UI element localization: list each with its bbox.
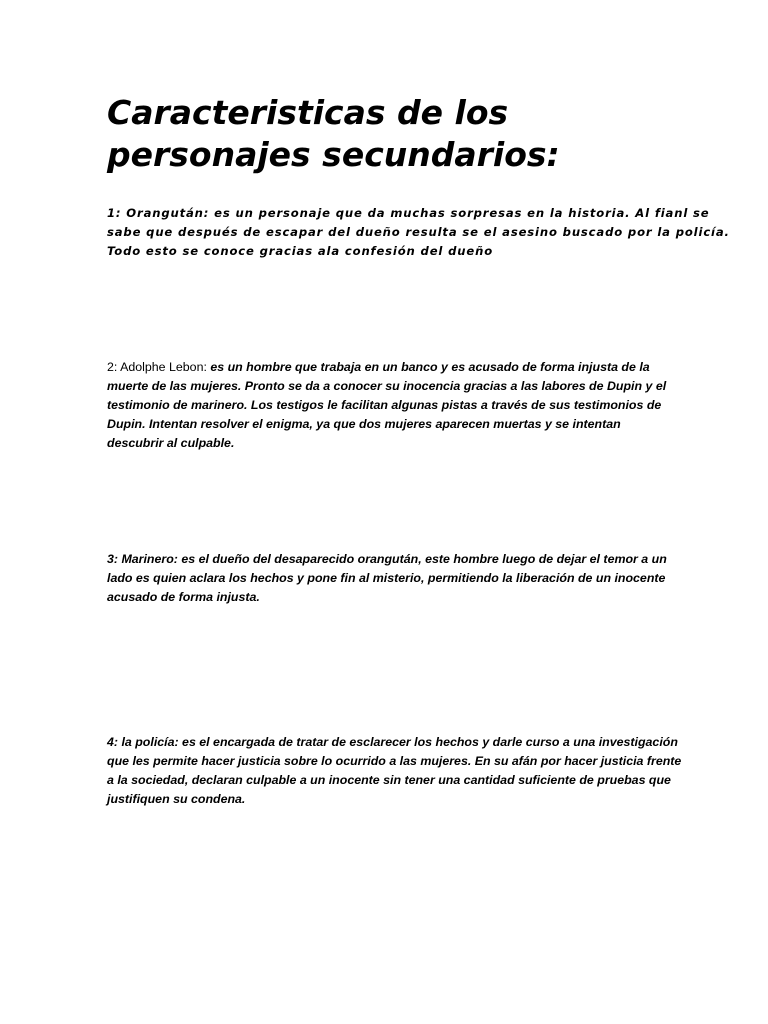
paragraph-policia [107,733,682,809]
paragraph-line: acusado de forma injusta. [107,590,260,604]
paragraph-line: testimonio de marinero. Los testigos le facilitan algunas pistas a través de sus testimonios de [107,398,662,412]
paragraph-label: 2: Adolphe Lebon: [107,360,211,374]
paragraph-marinero [107,550,667,607]
paragraph-line: 4: la policía: es el encargada de tratar de esclarecer los hechos y darle curso a una investigación [107,735,678,749]
paragraph-orangutan [107,204,730,261]
paragraph-line: justifiquen su condena. [107,792,246,806]
title-line: personajes secundarios: [107,135,560,174]
paragraph-line: Dupin. Intentan resolver el enigma, ya que dos mujeres aparecen muertas y se intentan [107,417,621,431]
paragraph-line: lado es quien aclara los hechos y pone fin al misterio, permitiendo la liberación de un inocente [107,571,666,585]
paragraph-adolphe-lebon [107,358,667,453]
paragraph-line: 1: Orangután: es un personaje que da muchas sorpresas en la historia. Al fianl se [107,206,710,220]
title-line: Caracteristicas de los [107,93,509,132]
paragraph-text: es un hombre que trabaja en un banco y es acusado de forma injusta de la [210,360,650,374]
paragraph-line: a la sociedad, declaran culpable a un inocente sin tener una cantidad suficiente de pruebas que [107,773,671,787]
paragraph-line: Todo esto se conoce gracias ala confesión del dueño [107,244,494,258]
paragraph-line: muerte de las mujeres. Pronto se da a conocer su inocencia gracias a las labores de Dupin y el [107,379,667,393]
paragraph-line [107,358,667,377]
paragraph-line: descubrir al culpable. [107,436,235,450]
paragraph-line: 3: Marinero: es el dueño del desaparecido orangután, este hombre luego de dejar el temor a un [107,552,667,566]
paragraph-line: sabe que después de escapar del dueño resulta se el asesino buscado por la policía. [107,225,730,239]
document-title [107,92,707,176]
paragraph-line: que les permite hacer justicia sobre lo ocurrido a las mujeres. En su afán por hacer justicia frente [107,754,682,768]
